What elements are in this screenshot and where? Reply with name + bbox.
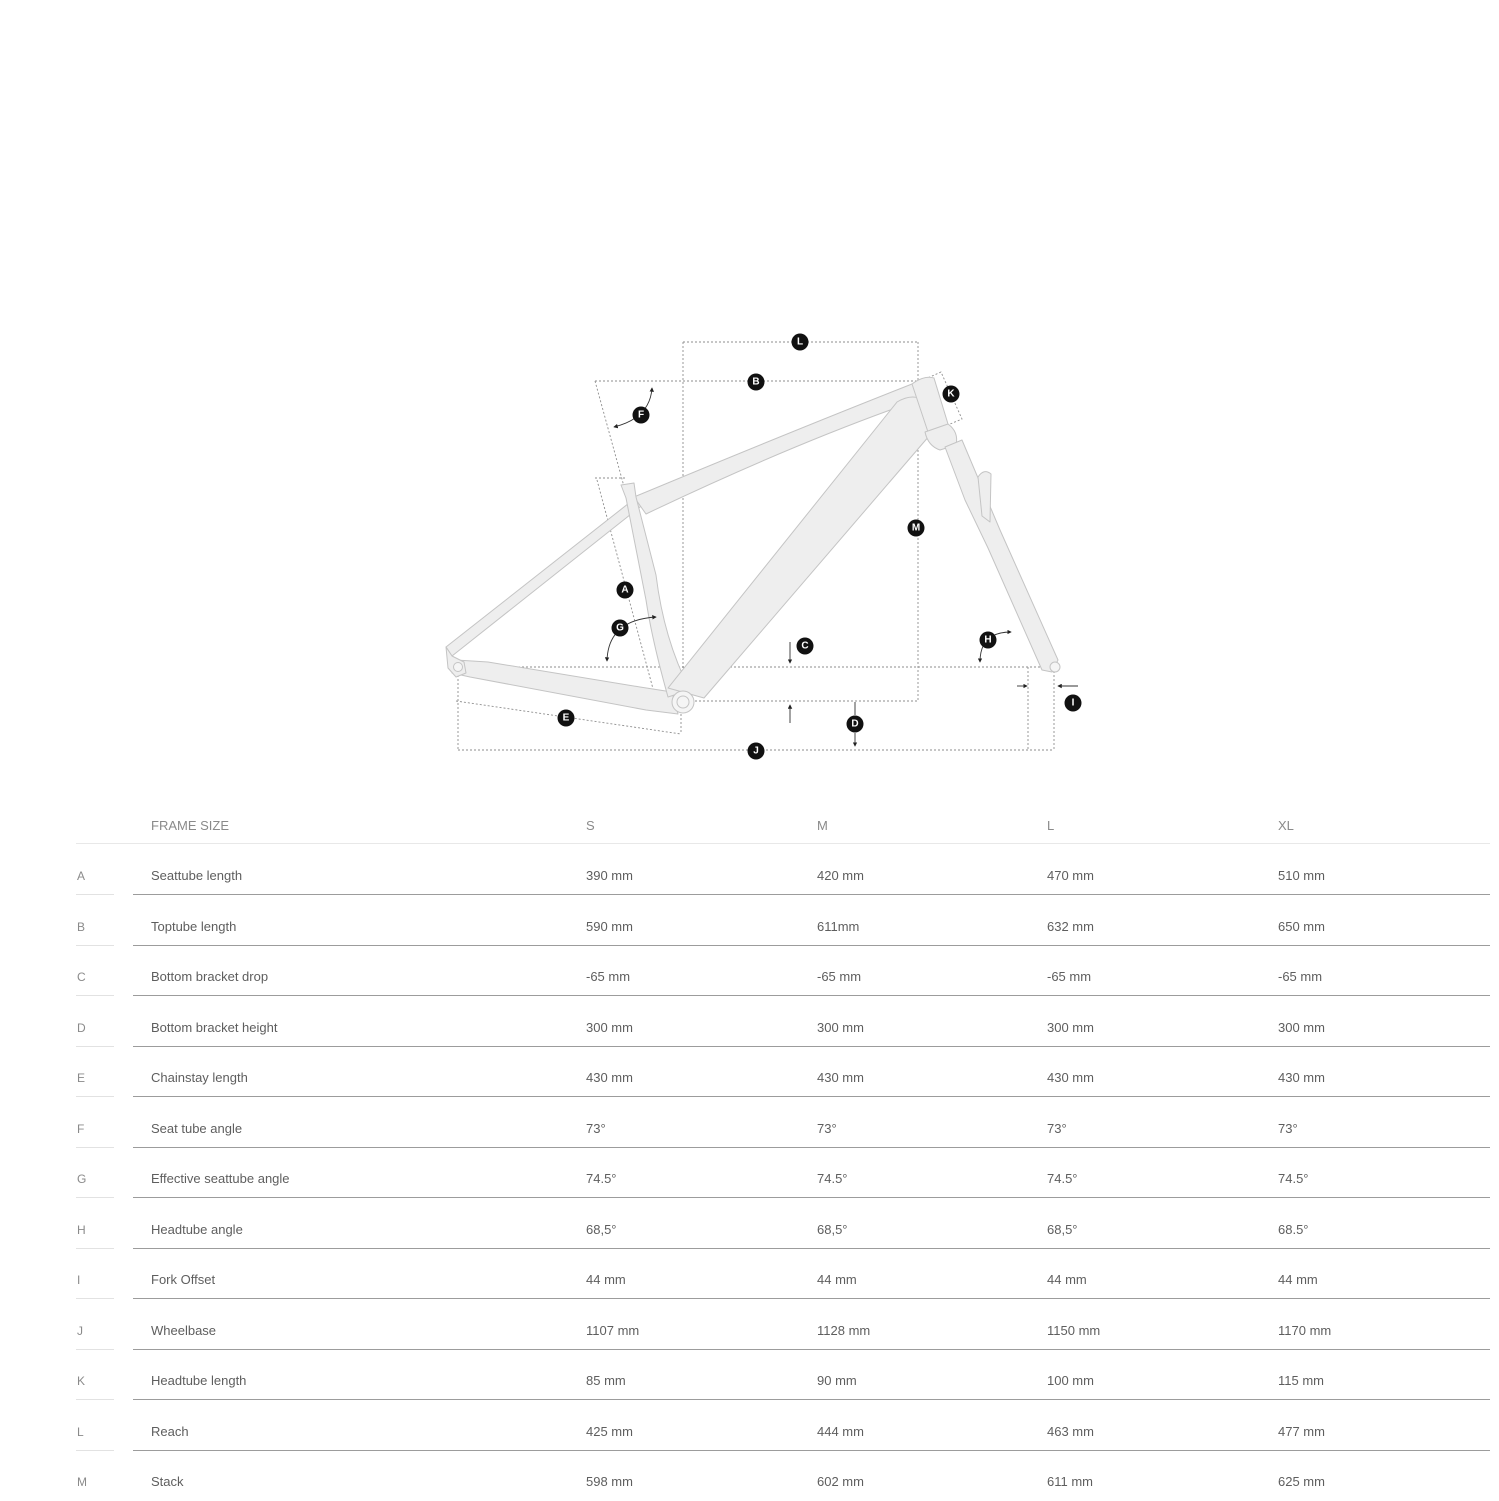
row-value-m: 420 mm [817,868,864,883]
frame-size-header: FRAME SIZE [151,818,230,833]
geometry-row-l [0,1423,1499,1451]
row-value-s: 85 mm [586,1373,626,1388]
svg-text:J: J [753,745,759,757]
fork-leg [945,440,1058,672]
row-divider-letter [76,945,114,946]
marker-c [797,638,814,655]
row-value-l: 470 mm [1047,868,1094,883]
row-divider-letter [76,995,114,996]
row-value-m: 68,5° [817,1221,848,1237]
row-label: Toptube length [151,918,237,934]
row-divider [133,1349,1490,1350]
row-divider [133,995,1490,996]
svg-text:F: F [637,409,645,421]
row-divider-letter [76,1096,114,1097]
geometry-row-d [0,1019,1499,1047]
row-value-l: 463 mm [1047,1423,1094,1439]
row-value-l: 1150 mm [1047,1322,1101,1338]
geometry-row-a [0,867,1499,895]
row-value-s: 390 mm [586,868,633,883]
row-divider [133,1399,1490,1400]
geometry-row-b [0,918,1499,946]
marker-e [558,710,575,727]
row-value-l: 44 mm [1047,1272,1087,1287]
row-value-m: 430 mm [817,1070,864,1085]
marker-m [908,520,925,537]
row-label: Seattube length [151,868,243,883]
svg-text:M: M [911,522,921,534]
geometry-row-j [0,1322,1499,1350]
row-letter: M [77,1475,87,1489]
marker-i [1065,695,1082,712]
row-value-s: 44 mm [586,1272,626,1287]
row-value-s: 74.5° [586,1171,617,1186]
row-value-m: -65 mm [817,969,862,984]
marker-j [748,743,765,760]
row-value-xl: 68.5° [1278,1221,1309,1237]
row-label: Chainstay length [151,1070,248,1085]
row-label: Effective seattube angle [151,1171,290,1186]
row-label: Bottom bracket height [151,1019,278,1035]
row-label: Wheelbase [151,1322,217,1338]
row-value-m: 74.5° [817,1171,848,1186]
geometry-row-e [0,1069,1499,1097]
row-value-xl: 650 mm [1278,918,1325,934]
row-value-m: 1128 mm [817,1322,871,1338]
row-letter: D [77,1020,86,1035]
row-value-m: 90 mm [817,1373,857,1388]
svg-text:L: L [796,336,804,348]
row-value-xl: 73° [1278,1120,1298,1136]
row-divider-letter [76,1298,114,1299]
row-divider [133,945,1490,946]
marker-d [847,716,864,733]
size-header-m: M [817,818,828,833]
row-divider [133,1248,1490,1249]
row-divider-letter [76,1248,114,1249]
row-divider [133,1096,1490,1097]
row-value-xl: 510 mm [1278,868,1325,883]
marker-h [980,632,997,649]
row-value-l: 100 mm [1047,1373,1094,1388]
geometry-row-g [0,1170,1499,1198]
geometry-row-i [0,1271,1499,1299]
svg-text:C: C [801,640,809,652]
size-header-l: L [1047,818,1055,833]
row-value-l: 611 mm [1047,1474,1093,1489]
row-value-xl: 625 mm [1278,1474,1325,1489]
row-label: Stack [151,1474,184,1489]
row-divider [133,1046,1490,1047]
row-divider-letter [76,1147,114,1148]
geometry-row-c [0,968,1499,996]
row-value-s: 590 mm [586,918,633,934]
row-value-xl: 477 mm [1278,1423,1325,1439]
row-letter: A [77,869,86,883]
row-divider [133,1450,1490,1451]
row-letter: J [77,1323,83,1338]
geometry-row-h [0,1221,1499,1249]
size-header-s: S [586,818,595,833]
row-divider-letter [76,1197,114,1198]
rear-axle [454,663,463,672]
svg-text:G: G [616,622,624,634]
row-value-s: 300 mm [586,1019,633,1035]
size-header-xl: XL [1278,818,1294,833]
marker-b [748,374,765,391]
row-letter: I [77,1273,81,1287]
row-value-xl: 44 mm [1278,1272,1318,1287]
row-divider [133,1197,1490,1198]
geometry-row-k [0,1372,1499,1400]
svg-text:A: A [621,584,629,596]
row-label: Bottom bracket drop [151,969,269,984]
svg-text:E: E [562,712,570,724]
row-divider [133,894,1490,895]
row-value-l: 300 mm [1047,1019,1094,1035]
row-letter: H [77,1222,86,1237]
row-value-s: -65 mm [586,969,631,984]
geometry-row-f [0,1120,1499,1148]
row-value-xl: 300 mm [1278,1019,1325,1035]
row-label: Headtube angle [151,1221,243,1237]
row-label: Reach [151,1423,189,1439]
row-divider-letter [76,1046,114,1047]
row-letter: K [77,1374,86,1388]
row-value-m: 611mm [817,918,860,934]
row-value-m: 44 mm [817,1272,857,1287]
row-value-m: 300 mm [817,1019,864,1035]
row-value-s: 1107 mm [586,1322,640,1338]
row-letter: B [77,919,86,934]
row-value-m: 602 mm [817,1474,864,1489]
row-value-s: 430 mm [586,1070,633,1085]
row-value-xl: 74.5° [1278,1171,1309,1186]
row-value-s: 598 mm [586,1474,633,1489]
geometry-row-m [0,1473,1499,1501]
row-letter: C [77,970,86,984]
row-value-s: 73° [586,1120,606,1136]
svg-text:B: B [752,376,760,388]
marker-a [617,582,634,599]
row-value-xl: 115 mm [1278,1373,1324,1388]
row-value-m: 444 mm [817,1423,864,1439]
row-value-l: 632 mm [1047,918,1094,934]
bottom-bracket-inner [677,696,689,708]
bike-frame [446,377,1060,714]
marker-f [633,407,650,424]
chainstay [452,660,678,714]
row-letter: E [77,1071,86,1085]
row-divider-letter [76,1349,114,1350]
row-divider [133,1147,1490,1148]
svg-text:I: I [1071,697,1075,709]
row-divider-letter [76,894,114,895]
svg-text:D: D [851,718,859,730]
row-letter: F [77,1121,85,1136]
marker-g [612,620,629,637]
row-value-l: 68,5° [1047,1221,1078,1237]
header-divider [76,843,1490,844]
row-value-l: -65 mm [1047,969,1092,984]
row-value-s: 425 mm [586,1423,633,1439]
row-value-xl: 430 mm [1278,1070,1325,1085]
row-value-m: 73° [817,1120,837,1136]
marker-l [792,334,809,351]
row-value-l: 430 mm [1047,1070,1094,1085]
svg-text:K: K [947,388,955,400]
row-letter: L [77,1424,84,1439]
svg-text:H: H [984,634,992,646]
row-value-xl: -65 mm [1278,969,1323,984]
row-value-l: 74.5° [1047,1171,1078,1186]
row-letter: G [77,1172,87,1186]
row-value-l: 73° [1047,1120,1067,1136]
row-divider-letter [76,1399,114,1400]
row-label: Seat tube angle [151,1120,243,1136]
row-divider-letter [76,1450,114,1451]
row-value-s: 68,5° [586,1221,617,1237]
row-divider [133,1298,1490,1299]
marker-k [943,386,960,403]
row-value-xl: 1170 mm [1278,1322,1332,1338]
row-label: Fork Offset [151,1272,216,1287]
front-axle [1050,662,1060,672]
row-label: Headtube length [151,1373,247,1388]
